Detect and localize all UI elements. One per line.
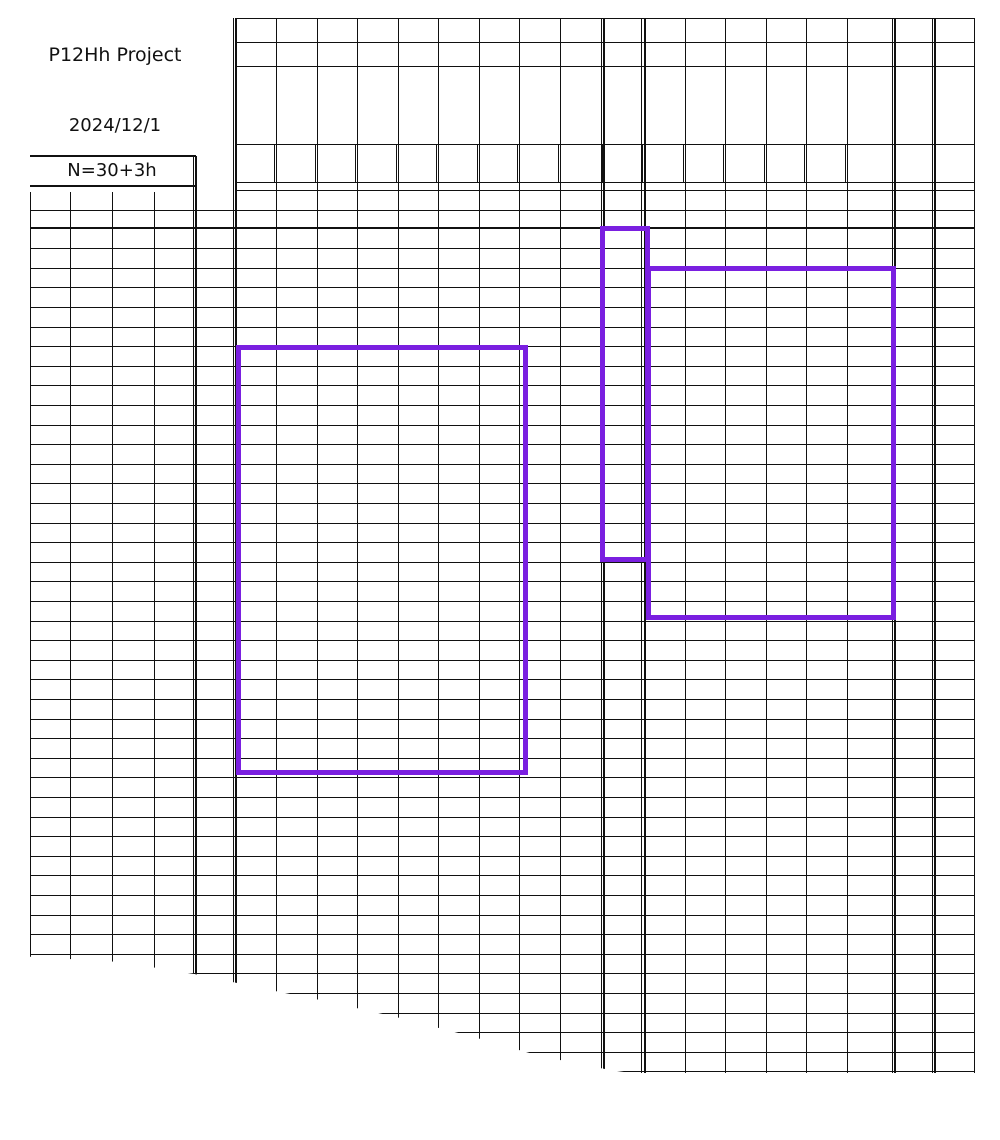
grid-line — [30, 993, 975, 994]
grid-line — [193, 156, 194, 1073]
grid-line — [30, 895, 975, 896]
grid-line — [30, 185, 196, 187]
grid-line — [30, 1032, 975, 1033]
grid-line — [154, 192, 155, 1073]
grid-line — [30, 210, 236, 211]
grid-line — [30, 777, 975, 778]
grid-line — [683, 144, 684, 182]
grid-line — [804, 144, 805, 182]
date-label: 2024/12/1 — [68, 115, 162, 136]
grid-line — [934, 18, 936, 1073]
grid-line — [236, 66, 975, 67]
grid-line — [30, 915, 975, 916]
grid-line — [30, 797, 975, 798]
grid-line — [974, 18, 976, 1073]
grid-line — [30, 248, 975, 249]
highlight-box-six-series — [646, 266, 896, 620]
highlight-box-sl5 — [600, 226, 650, 562]
grid-line — [30, 1071, 975, 1072]
grid-line — [236, 42, 975, 43]
grid-line — [560, 18, 561, 1073]
grid-line — [396, 144, 397, 182]
grid-line — [30, 155, 196, 157]
grid-line — [602, 144, 603, 182]
grid-line — [30, 934, 975, 935]
grid-line — [70, 192, 71, 1073]
grid-line — [236, 182, 975, 183]
grid-line — [233, 18, 234, 1073]
grid-line — [30, 973, 975, 974]
grid-line — [517, 144, 518, 182]
grid-line — [30, 192, 31, 1073]
grid-line — [30, 875, 975, 876]
grid-line — [30, 227, 975, 229]
grid-line — [236, 18, 975, 19]
grid-line — [236, 144, 975, 145]
grid-line — [355, 144, 356, 182]
highlight-box-seven-series — [236, 345, 528, 775]
grid-line — [558, 144, 559, 182]
grid-line — [274, 144, 275, 182]
grid-line — [315, 144, 316, 182]
formula-label: N=30+3h — [67, 160, 157, 181]
grid-line — [845, 144, 846, 182]
grid-line — [723, 144, 724, 182]
grid-line — [30, 856, 975, 857]
grid-line — [195, 156, 197, 1073]
grid-line — [477, 144, 478, 182]
grid-line — [932, 18, 933, 1073]
grid-line — [236, 210, 975, 211]
grid-line — [30, 1052, 975, 1053]
grid-line — [642, 144, 643, 182]
grid-line — [30, 836, 975, 837]
grid-line — [30, 954, 975, 955]
grid-line — [30, 1013, 975, 1014]
grid-line — [236, 190, 975, 191]
grid-line — [112, 192, 113, 1073]
grid-line — [764, 144, 765, 182]
grid-line — [436, 144, 437, 182]
project-title: P12Hh Project — [48, 44, 182, 66]
grid-line — [30, 817, 975, 818]
